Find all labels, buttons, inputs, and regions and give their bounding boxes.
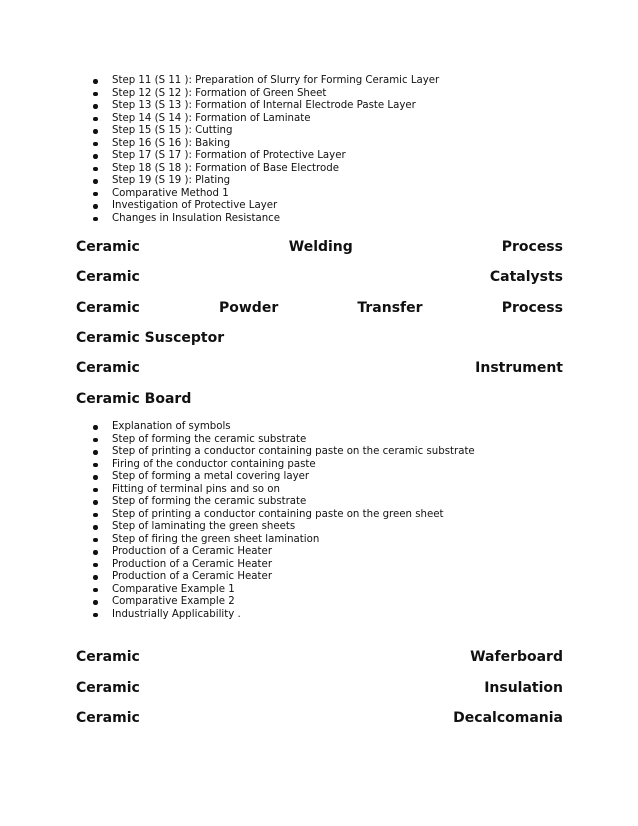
list-item: Step of firing the green sheet lamination bbox=[112, 534, 475, 547]
heading-ceramic-welding-process bbox=[76, 237, 563, 257]
list-item: Step of forming the ceramic substrate bbox=[112, 434, 475, 447]
list-item: Step 12 (S 12 ): Formation of Green Sheet bbox=[112, 88, 439, 101]
list-item: Comparative Example 2 bbox=[112, 596, 475, 609]
list-item: Industrially Applicability . bbox=[112, 609, 475, 622]
list-item: Step 17 (S 17 ): Formation of Protective Layer bbox=[112, 150, 439, 163]
list-item: Step of laminating the green sheets bbox=[112, 521, 475, 534]
list-item: Step 16 (S 16 ): Baking bbox=[112, 138, 439, 151]
heading-word: Ceramic bbox=[76, 649, 140, 665]
heading-word: Ceramic bbox=[76, 710, 140, 726]
heading-word: Waferboard bbox=[470, 649, 563, 665]
list-item: Step 18 (S 18 ): Formation of Base Electrode bbox=[112, 163, 439, 176]
list-item: Step of printing a conductor containing paste on the green sheet bbox=[112, 509, 475, 522]
heading-ceramic-board bbox=[76, 389, 563, 409]
list-item: Step of printing a conductor containing paste on the ceramic substrate bbox=[112, 446, 475, 457]
list-item: Explanation of symbols bbox=[112, 421, 475, 434]
heading-word: Process bbox=[501, 239, 563, 255]
heading-word: Ceramic bbox=[76, 300, 140, 316]
list-item: Step 11 (S 11 ): Preparation of Slurry for Forming Ceramic Layer bbox=[112, 75, 440, 86]
heading-ceramic-insulation bbox=[76, 678, 563, 698]
heading-word: Powder bbox=[218, 300, 279, 316]
list-item: Production of a Ceramic Heater bbox=[112, 571, 475, 584]
heading-word: Transfer bbox=[357, 300, 423, 316]
heading-ceramic-catalysts bbox=[76, 267, 563, 287]
heading-word: Insulation bbox=[484, 680, 563, 696]
heading-word: Ceramic Susceptor bbox=[76, 330, 225, 346]
heading-ceramic-susceptor bbox=[76, 328, 563, 348]
heading-ceramic-instrument bbox=[76, 358, 563, 378]
list-item: Changes in Insulation Resistance bbox=[112, 213, 439, 226]
heading-ceramic-waferboard bbox=[76, 647, 563, 667]
list-item: Fitting of terminal pins and so on bbox=[112, 484, 475, 497]
heading-word: Catalysts bbox=[489, 269, 563, 285]
list-item: Comparative Example 1 bbox=[112, 584, 475, 597]
heading-word: Ceramic bbox=[76, 269, 140, 285]
heading-word: Instrument bbox=[475, 360, 563, 376]
heading-word: Welding bbox=[288, 239, 353, 255]
heading-word: Process bbox=[501, 300, 563, 316]
heading-word: Ceramic bbox=[76, 360, 140, 376]
list-item: Step 19 (S 19 ): Plating bbox=[112, 175, 439, 188]
heading-ceramic-decalcomania bbox=[76, 708, 563, 728]
heading-word: Ceramic bbox=[76, 239, 140, 255]
list-item: Comparative Method 1 bbox=[112, 188, 439, 201]
list-item: Step of forming a metal covering layer bbox=[112, 471, 475, 484]
list-item: Investigation of Protective Layer bbox=[112, 200, 439, 213]
list-item: Step of forming the ceramic substrate bbox=[112, 496, 475, 509]
step-list-top bbox=[76, 75, 439, 225]
list-item: Step 15 (S 15 ): Cutting bbox=[112, 125, 439, 138]
heading-word: Ceramic bbox=[76, 680, 140, 696]
list-item: Step 13 (S 13 ): Formation of Internal Electrode Paste Layer bbox=[112, 100, 439, 113]
list-item: Production of a Ceramic Heater bbox=[112, 546, 475, 559]
heading-word: Decalcomania bbox=[453, 710, 563, 726]
heading-ceramic-powder-transfer-process bbox=[76, 298, 563, 318]
list-item: Firing of the conductor containing paste bbox=[112, 459, 475, 472]
step-list-bottom bbox=[76, 421, 475, 621]
list-item: Production of a Ceramic Heater bbox=[112, 559, 475, 572]
list-item: Step 14 (S 14 ): Formation of Laminate bbox=[112, 113, 439, 126]
heading-word: Ceramic Board bbox=[76, 391, 192, 407]
